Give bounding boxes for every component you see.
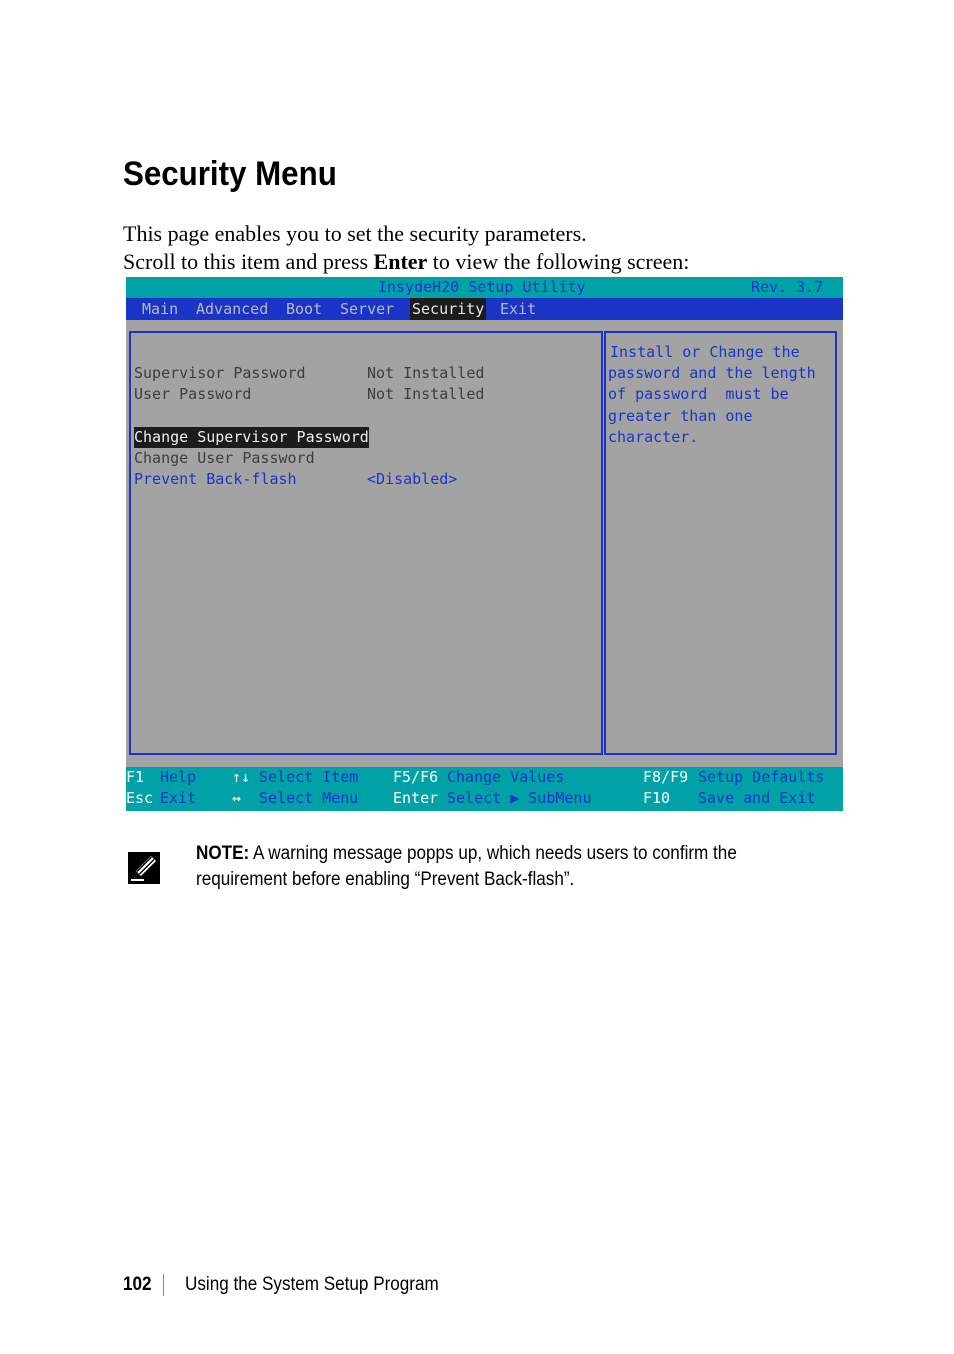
user-password-label: User Password xyxy=(134,385,252,403)
leftright-desc: Select Menu xyxy=(259,789,359,807)
menu-advanced[interactable]: Advanced xyxy=(196,300,269,318)
bios-title: InsydeH20 Setup Utility xyxy=(378,278,586,296)
intro-line-2-before: Scroll to this item and press xyxy=(123,249,374,274)
intro-line-2 xyxy=(123,248,843,276)
bios-title-bar xyxy=(126,277,843,298)
updown-desc: Select Item xyxy=(259,768,359,786)
esc-key: Esc xyxy=(126,789,154,807)
f8f9-key: F8/F9 xyxy=(643,768,689,786)
help-line-1: Install or Change the xyxy=(610,343,800,361)
change-user-password-item[interactable]: Change User Password xyxy=(134,449,315,467)
f5f6-desc: Change Values xyxy=(447,768,565,786)
help-line-3: of password must be xyxy=(608,385,789,403)
note-block xyxy=(196,841,781,893)
page-heading: Security Menu xyxy=(123,155,337,193)
f5f6-key: F5/F6 xyxy=(393,768,439,786)
note-line-2: requirement before enabling “Prevent Back-flash”. xyxy=(196,869,575,890)
intro-text xyxy=(123,220,843,276)
prevent-back-flash-value[interactable]: <Disabled> xyxy=(367,470,458,488)
bios-key-legend xyxy=(126,767,843,811)
note-text-line-1: A warning message popps up, which needs users to confirm the xyxy=(249,843,737,864)
bios-screenshot xyxy=(126,277,843,811)
supervisor-password-label: Supervisor Password xyxy=(134,364,306,382)
f1-desc: Help xyxy=(160,768,197,786)
menu-server[interactable]: Server xyxy=(340,300,395,318)
intro-line-2-after: to view the following screen: xyxy=(427,249,690,274)
user-password-value: Not Installed xyxy=(367,385,485,403)
f1-key: F1 xyxy=(126,768,145,786)
enter-key: Enter xyxy=(393,789,439,807)
supervisor-password-value: Not Installed xyxy=(367,364,485,382)
up-down-arrows-icon: ↑↓ xyxy=(232,768,251,786)
f8f9-desc: Setup Defaults xyxy=(698,768,825,786)
change-supervisor-password-item[interactable]: Change Supervisor Password xyxy=(134,428,369,446)
footer-section-title: Using the System Setup Program xyxy=(185,1274,439,1295)
left-right-arrows-icon: ↔ xyxy=(232,789,242,807)
menu-main[interactable]: Main xyxy=(142,300,179,318)
page-number: 102 xyxy=(123,1274,152,1295)
note-line-1 xyxy=(196,841,781,867)
prevent-back-flash-item[interactable]: Prevent Back-flash xyxy=(134,470,297,488)
help-line-4: greater than one xyxy=(608,407,753,425)
note-label: NOTE: xyxy=(196,843,250,864)
enter-key-label: Enter xyxy=(373,249,428,274)
bios-revision: Rev. 3.7 xyxy=(751,278,824,296)
intro-line-1: This page enables you to set the security parameters. xyxy=(123,221,587,246)
enter-desc: Select ▶ SubMenu xyxy=(447,789,592,807)
menu-security[interactable]: Security xyxy=(412,300,485,318)
f10-key: F10 xyxy=(643,789,671,807)
help-line-5: character. xyxy=(608,428,699,446)
footer-separator xyxy=(163,1274,164,1296)
menu-boot[interactable]: Boot xyxy=(286,300,323,318)
f10-desc: Save and Exit xyxy=(698,789,816,807)
bios-menu-bar xyxy=(126,298,843,320)
help-line-2: password and the length xyxy=(608,364,816,382)
note-pencil-icon xyxy=(127,851,161,885)
esc-desc: Exit xyxy=(160,789,197,807)
menu-exit[interactable]: Exit xyxy=(500,300,537,318)
